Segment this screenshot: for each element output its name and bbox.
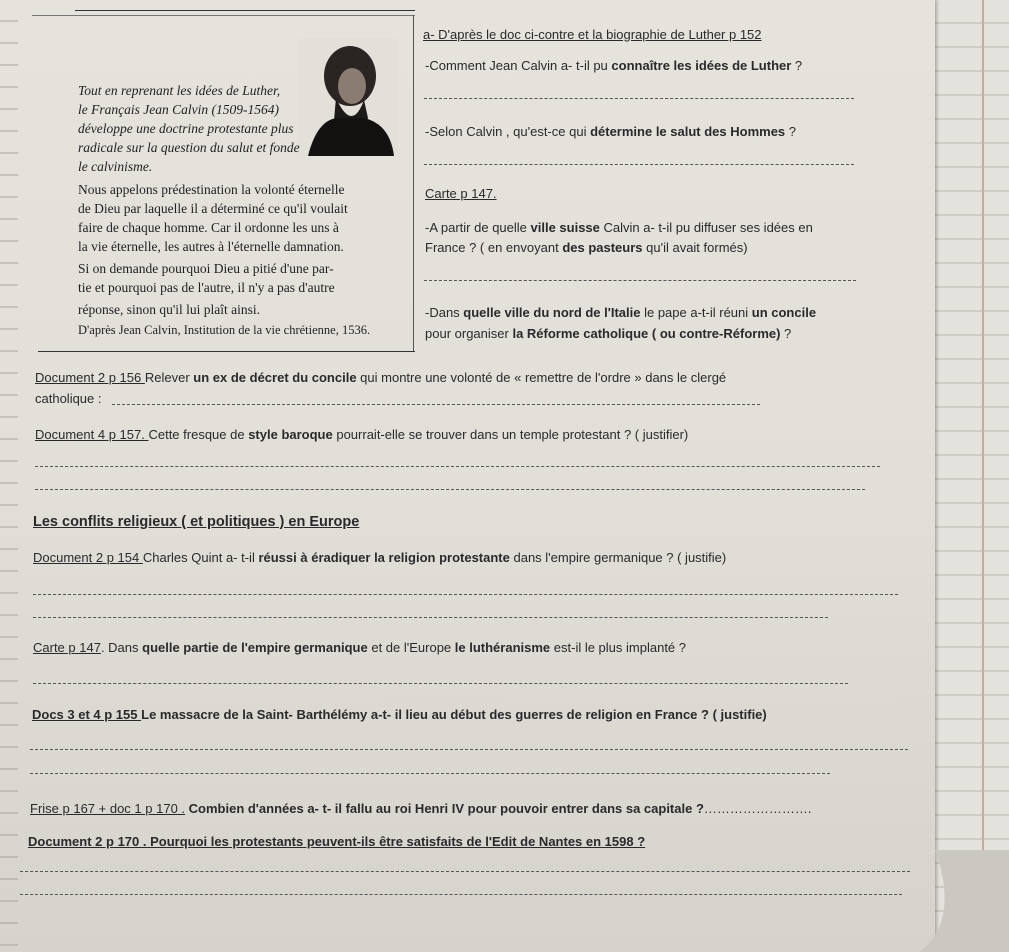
left-edge: [0, 0, 18, 952]
answer-line[interactable]: [30, 749, 908, 750]
answer-line[interactable]: [424, 280, 856, 281]
question-doc2-p156: Document 2 p 156 Relever un ex de décret du concile qui montre une volonté de « remettre de l'ordre » dans le clergé: [35, 370, 727, 385]
answer-line[interactable]: [33, 683, 848, 684]
margin-line: [982, 0, 984, 952]
right-heading: a- D'après le doc ci-contre et la biographie de Luther p 152: [423, 27, 762, 42]
section-title: Les conflits religieux ( et politiques ) en Europe: [33, 514, 360, 530]
question-henri-iv: Frise p 167 + doc 1 p 170 . Combien d'années a- t- il fallu au roi Henri IV pour pouvoir entrer dans sa capitale ?…………………….: [30, 801, 812, 816]
question-doc2-line2: catholique :: [35, 391, 102, 406]
doc-box-right-border: [413, 15, 414, 352]
answer-line[interactable]: [35, 489, 865, 490]
intro-line-5: le calvinisme.: [78, 159, 153, 174]
question-doc4-p157: Document 4 p 157. Cette fresque de style baroque pourrait-elle se trouver dans un temple protestant ? ( justifier): [35, 427, 689, 442]
intro-line-1: Tout en reprenant les idées de Luther,: [78, 83, 281, 98]
question-ville-suisse: -A partir de quelle ville suisse Calvin a- t-il pu diffuser ses idées en: [425, 220, 813, 235]
question-concile: -Dans quelle ville du nord de l'Italie le pape a-t-il réuni un concile: [425, 305, 817, 320]
doc-box-bottom-border: [38, 351, 415, 352]
quote-line-5: Si on demande pourquoi Dieu a pitié d'une par-: [78, 261, 334, 276]
question-salut: -Selon Calvin , qu'est-ce qui détermine le salut des Hommes ?: [425, 124, 796, 139]
question-calvin-luther: -Comment Jean Calvin a- t-il pu connaître les idées de Luther ?: [425, 58, 803, 73]
answer-line[interactable]: [35, 466, 880, 467]
quote-source: D'après Jean Calvin, Institution de la vie chrétienne, 1536.: [78, 323, 371, 337]
intro-line-2: le Français Jean Calvin (1509-1564): [78, 102, 279, 117]
quote-line-3: faire de chaque homme. Car il ordonne les uns à: [78, 220, 339, 235]
calvin-portrait: [298, 38, 398, 156]
answer-line[interactable]: [20, 894, 902, 895]
answer-line[interactable]: [112, 404, 760, 405]
question-ville-suisse-2: France ? ( en envoyant des pasteurs qu'il avait formés): [425, 240, 748, 255]
carte-p147-label: Carte p 147.: [425, 186, 497, 201]
page-corner-curl: [900, 850, 1009, 952]
intro-line-3: développe une doctrine protestante plus: [78, 121, 294, 136]
question-lutheranisme: Carte p 147. Dans quelle partie de l'empire germanique et de l'Europe le luthéranisme est-il le plus implanté ?: [33, 640, 686, 655]
quote-line-7: réponse, sinon qu'il lui plaît ainsi.: [78, 302, 261, 317]
top-rule-2: [32, 15, 415, 16]
intro-line-4: radicale sur la question du salut et fonde: [78, 140, 300, 155]
quote-line-1: Nous appelons prédestination la volonté éternelle: [78, 182, 345, 197]
answer-line[interactable]: [424, 98, 854, 99]
answer-line[interactable]: [33, 617, 828, 618]
answer-line[interactable]: [30, 773, 830, 774]
quote-line-6: tie et pourquoi pas de l'autre, il n'y a pas d'autre: [78, 280, 335, 295]
answer-line[interactable]: [33, 594, 898, 595]
quote-line-2: de Dieu par laquelle il a déterminé ce qu'il voulait: [78, 201, 348, 216]
question-charles-quint: Document 2 p 154 Charles Quint a- t-il réussi à éradiquer la religion protestante dans l'empire germanique ? ( justifie): [33, 550, 727, 565]
question-concile-2: pour organiser la Réforme catholique ( ou contre-Réforme) ?: [425, 326, 792, 341]
underlying-sheet: [930, 0, 1009, 952]
quote-line-4: la vie éternelle, les autres à l'éternelle damnation.: [78, 239, 344, 254]
answer-line[interactable]: [20, 871, 910, 872]
question-edit-nantes: Document 2 p 170 . Pourquoi les protestants peuvent-ils être satisfaits de l'Edit de Nantes en 1598 ?: [28, 834, 646, 849]
answer-line[interactable]: [424, 164, 854, 165]
top-rule: [75, 10, 415, 11]
question-saint-barthelemy: Docs 3 et 4 p 155 Le massacre de la Saint- Barthélémy a-t- il lieu au début des guerres de religion en France ? ( justifie): [32, 707, 767, 722]
